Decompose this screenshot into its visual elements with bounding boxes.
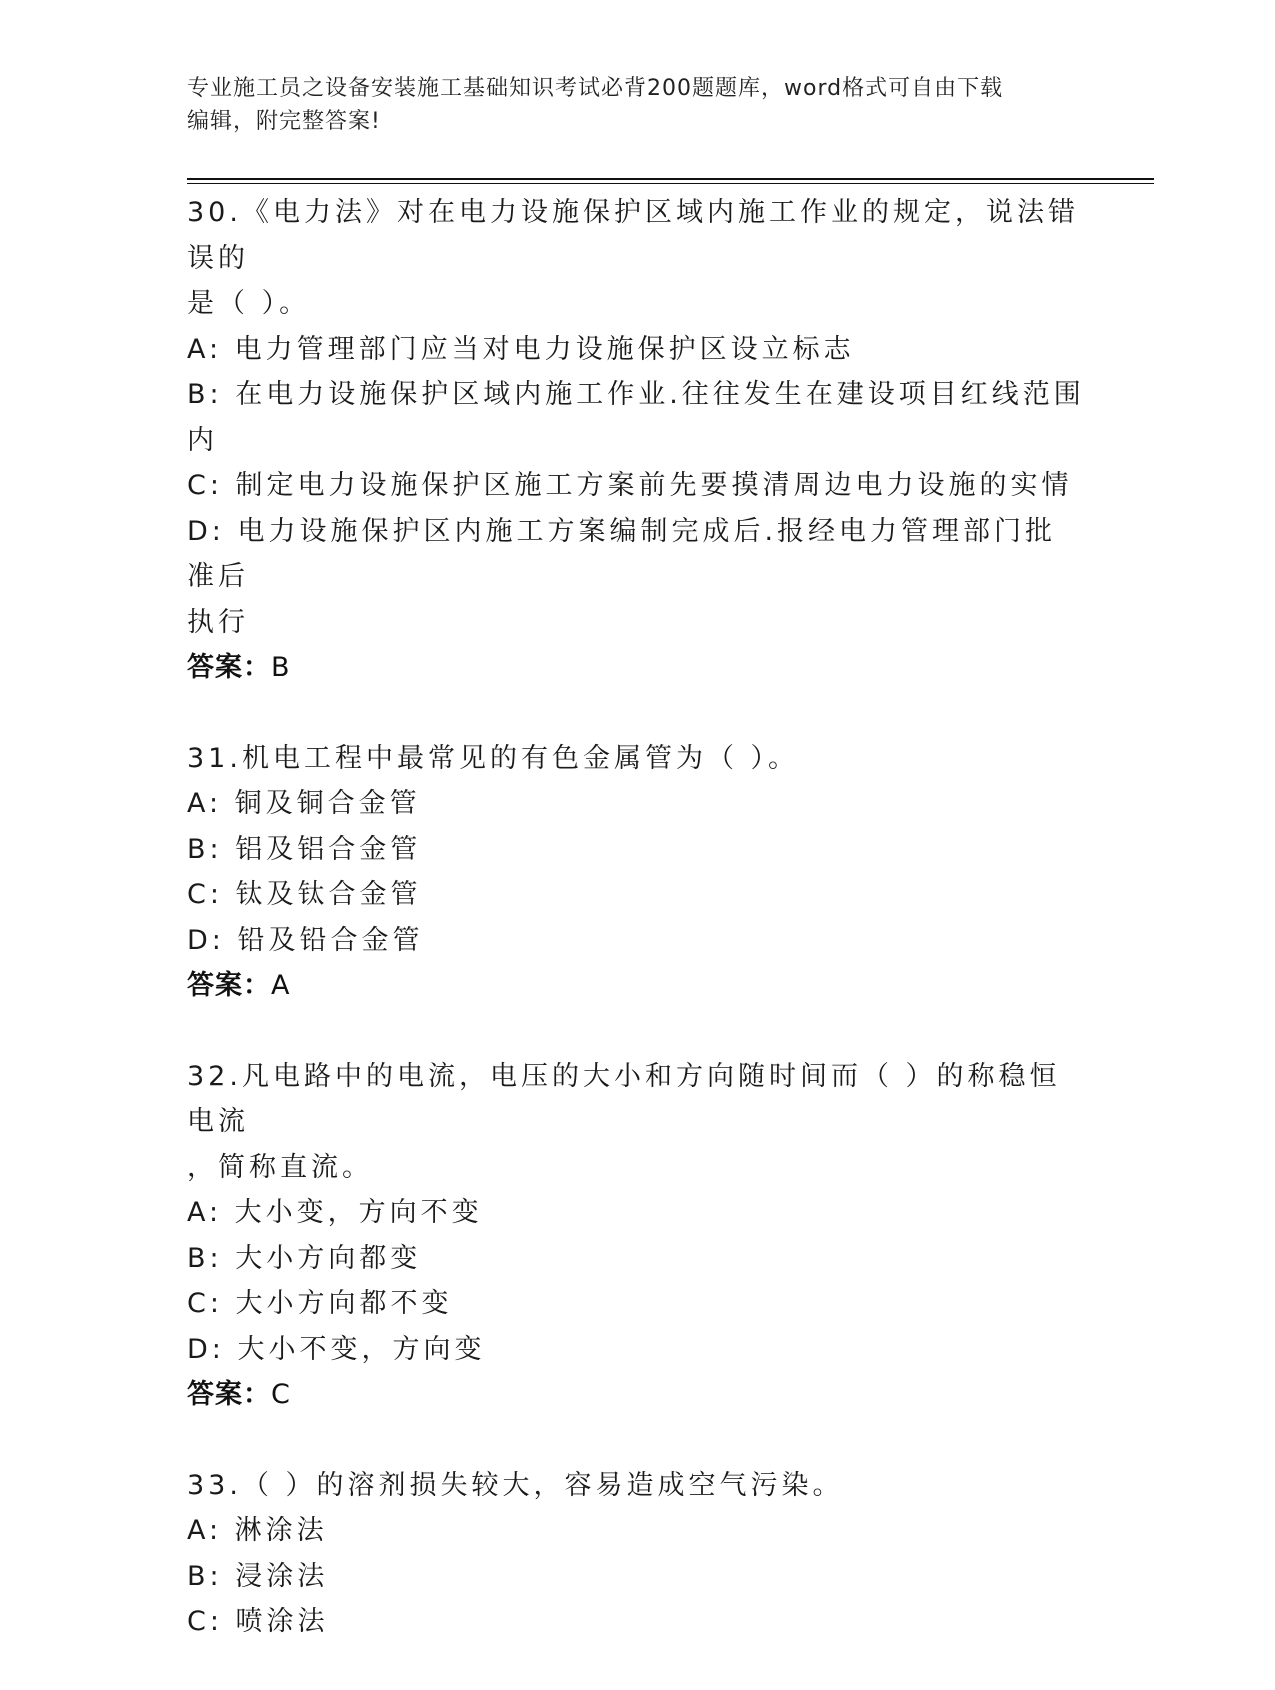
option-a: A: 淋涂法 — [187, 1515, 328, 1546]
question-list — [187, 190, 1087, 1690]
answer-value: B — [271, 652, 291, 683]
option-c: C: 大小方向都不变 — [187, 1288, 453, 1319]
answer — [187, 1372, 1087, 1418]
question-stem-continued: ，简称直流。 — [187, 1151, 373, 1183]
option-b: B: 大小方向都变 — [187, 1242, 422, 1274]
question-stem: 33.（ ）的溶剂损失较大，容易造成空气污染。 — [187, 1469, 844, 1501]
answer — [187, 645, 1087, 691]
answer-label: 答案： — [187, 1379, 271, 1410]
option-c: C: 钛及钛合金管 — [187, 879, 422, 910]
option-d: D: 大小不变，方向变 — [187, 1333, 486, 1365]
answer — [187, 963, 1087, 1009]
option-d-continued: 执行 — [187, 606, 249, 638]
answer-label: 答案： — [187, 970, 271, 1001]
option-b: B: 浸涂法 — [187, 1560, 329, 1592]
option-a: A: 大小变，方向不变 — [187, 1197, 483, 1228]
question-stem-continued: 是（ ）。 — [187, 288, 311, 319]
answer-label: 答案： — [187, 652, 271, 683]
question-31 — [187, 736, 1087, 1009]
document-header — [187, 72, 1087, 138]
option-b: B: 在电力设施保护区域内施工作业.往往发生在建设项目红线范围内 — [187, 379, 1085, 456]
question-stem: 30.《电力法》对在电力设施保护区域内施工作业的规定，说法错误的 — [187, 197, 1079, 274]
question-stem: 31.机电工程中最常见的有色金属管为（ ）。 — [187, 742, 800, 774]
option-c: C: 喷涂法 — [187, 1606, 329, 1637]
header-line-1: 专业施工员之设备安装施工基础知识考试必背200题题库，word格式可自由下载 — [187, 76, 1004, 101]
option-a: A: 电力管理部门应当对电力设施保护区设立标志 — [187, 333, 855, 365]
question-32 — [187, 1054, 1087, 1418]
option-d: D: 电力设施保护区内施工方案编制完成后.报经电力管理部门批准后 — [187, 515, 1057, 592]
question-33 — [187, 1463, 1087, 1645]
header-line-2: 编辑，附完整答案! — [187, 109, 381, 134]
question-stem: 32.凡电路中的电流，电压的大小和方向随时间而（ ）的称稳恒电流 — [187, 1060, 1061, 1137]
answer-value: A — [271, 970, 291, 1001]
header-divider-thin — [187, 183, 1154, 184]
answer-value: C — [271, 1379, 291, 1410]
option-b: B: 铝及铝合金管 — [187, 833, 422, 865]
option-d: D: 铅及铅合金管 — [187, 924, 424, 956]
option-a: A: 铜及铜合金管 — [187, 788, 421, 819]
question-30 — [187, 190, 1087, 691]
header-divider-thick — [187, 178, 1154, 180]
option-c: C: 制定电力设施保护区施工方案前先要摸清周边电力设施的实情 — [187, 470, 1073, 501]
